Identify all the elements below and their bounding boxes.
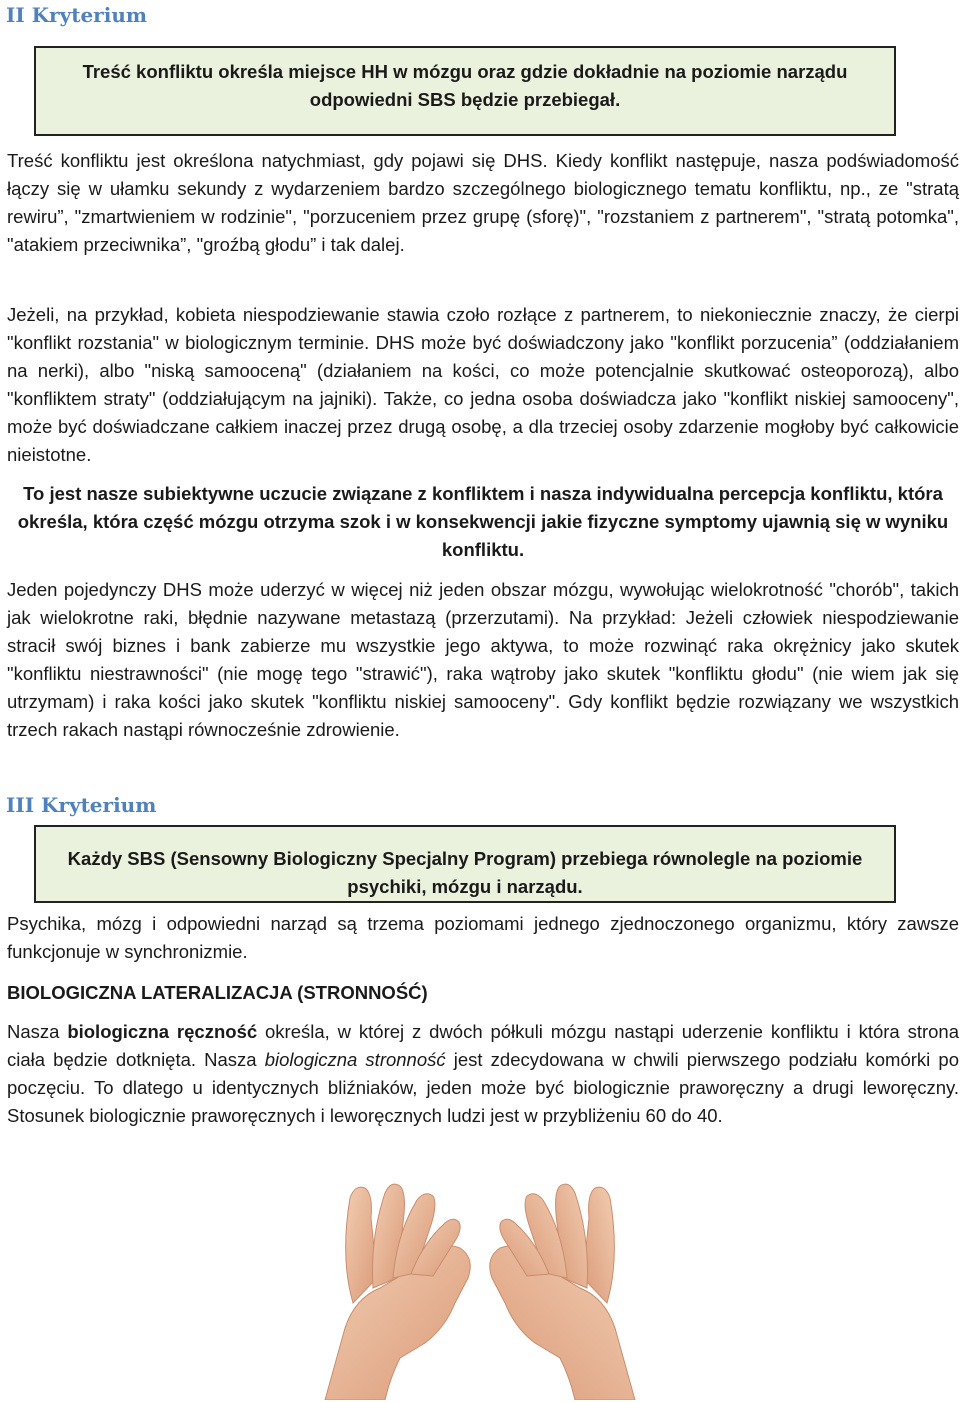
subheading-lateralization: BIOLOGICZNA LATERALIZACJA (STRONNOŚĆ) [7,982,428,1003]
paragraph-multiple-dhs: Jeden pojedynczy DHS może uderzyć w więcej niż jeden obszar mózgu, wywołując wielokrotność "chorób", takich jak wielokrotne raki, błędnie nazywane metastazą (przerzutami). Na przykład: Jeżeli człowiek niespodziewanie stracił swój biznes i bank zabierze mu wszystkie jego aktywa, to może rozwinąć raka okrężnicy jako skutek "konfliktu niestrawności" (nie mogę tego "strawić"), raka wątroby jako skutek "konfliktu głodu" (nie wiem jak się utrzymam) i raka kości jako skutek "konfliktu niskiej samooceny". Gdy konflikt będzie rozwiązany we wszystkich trzech rakach nastąpi równocześnie zdrowienie. [7,579,959,740]
text-segment: Nasza [7,1021,68,1042]
left-hand [325,1184,470,1400]
text-segment: jest zdecydowana w chwili pierwszego podziału komórki po poczęciu. To dlatego u identycznych bliźniaków, jeden może być biologicznie praworęczny a drugi leworęczny. Stosunek biologicznie praworęcznych i leworęcznych ludzi jest w przybliżeniu 60 do 40. [7,1049,959,1126]
criterion-box-ii: Treść konfliktu określa miejsce HH w mózgu oraz gdzie dokładnie na poziomie narządu odpowiedni SBS będzie przebiegał. [34,46,896,136]
criterion-box-iii: Każdy SBS (Sensowny Biologiczny Specjalny Program) przebiega równolegle na poziomie psychiki, mózgu i narządu. [34,825,896,903]
right-hand [490,1184,635,1400]
paragraph-psyche-brain-organ: Psychika, mózg i odpowiedni narząd są trzema poziomami jednego zjednoczonego organizmu, który zawsze funkcjonuje w synchronizmie. [7,913,959,962]
paragraph-bold-statement: To jest nasze subiektywne uczucie związane z konfliktem i nasza indywidualna percepcja konfliktu, która określa, która część mózgu otrzyma szok i w konsekwencji jakie fizyczne symptomy ujawnią się w wyniku konfliktu. [17,483,949,560]
paragraph-handedness [7,1018,959,1130]
bold-term-handedness: biologiczna ręczność [67,1021,258,1042]
two-hands-icon [285,1178,675,1400]
text-segment: określa, w której z dwóch półkuli mózgu nastąpi uderzenie konfliktu i która strona ciała będzie dotknięta. Nasza [7,1021,959,1070]
paragraph-conflict-content: Treść konfliktu jest określona natychmiast, gdy pojawi się DHS. Kiedy konflikt następuje, nasza podświadomość łączy się w ułamku sekundy z wydarzeniem bardzo szczególnego biologicznego tematu konfliktu, np., ze "stratą rewiru”, "zmartwieniem w rodzinie", "porzuceniem przez grupę (sforę)", "rozstaniem z partnerem", "stratą potomka", "atakiem przeciwnika”, "groźbą głodu” i tak dalej. [7,150,959,255]
section-heading-ii: II Kryterium [6,3,148,27]
italic-term-laterality: biologiczna stronność [264,1049,446,1070]
section-heading-iii: III Kryterium [6,793,157,817]
paragraph-example: Jeżeli, na przykład, kobieta niespodziewanie stawia czoło rozłące z partnerem, to niekoniecznie znaczy, że cierpi "konflikt rozstania" w biologicznym terminie. DHS może być doświadczony jako "konflikt porzucenia” (oddziałaniem na nerki), albo "niską samooceną" (działaniem na kości, co może potencjalnie skutkować osteoporozą), albo "konfliktem straty" (oddziałującym na jajniki). Także, co jedna osoba doświadcza jako "konflikt niskiej samooceny", może być doświadczane całkiem inaczej przez drugą osobę, a dla trzeciej osoby zdarzenie mogłoby być całkowicie nieistotne. [7,304,959,465]
